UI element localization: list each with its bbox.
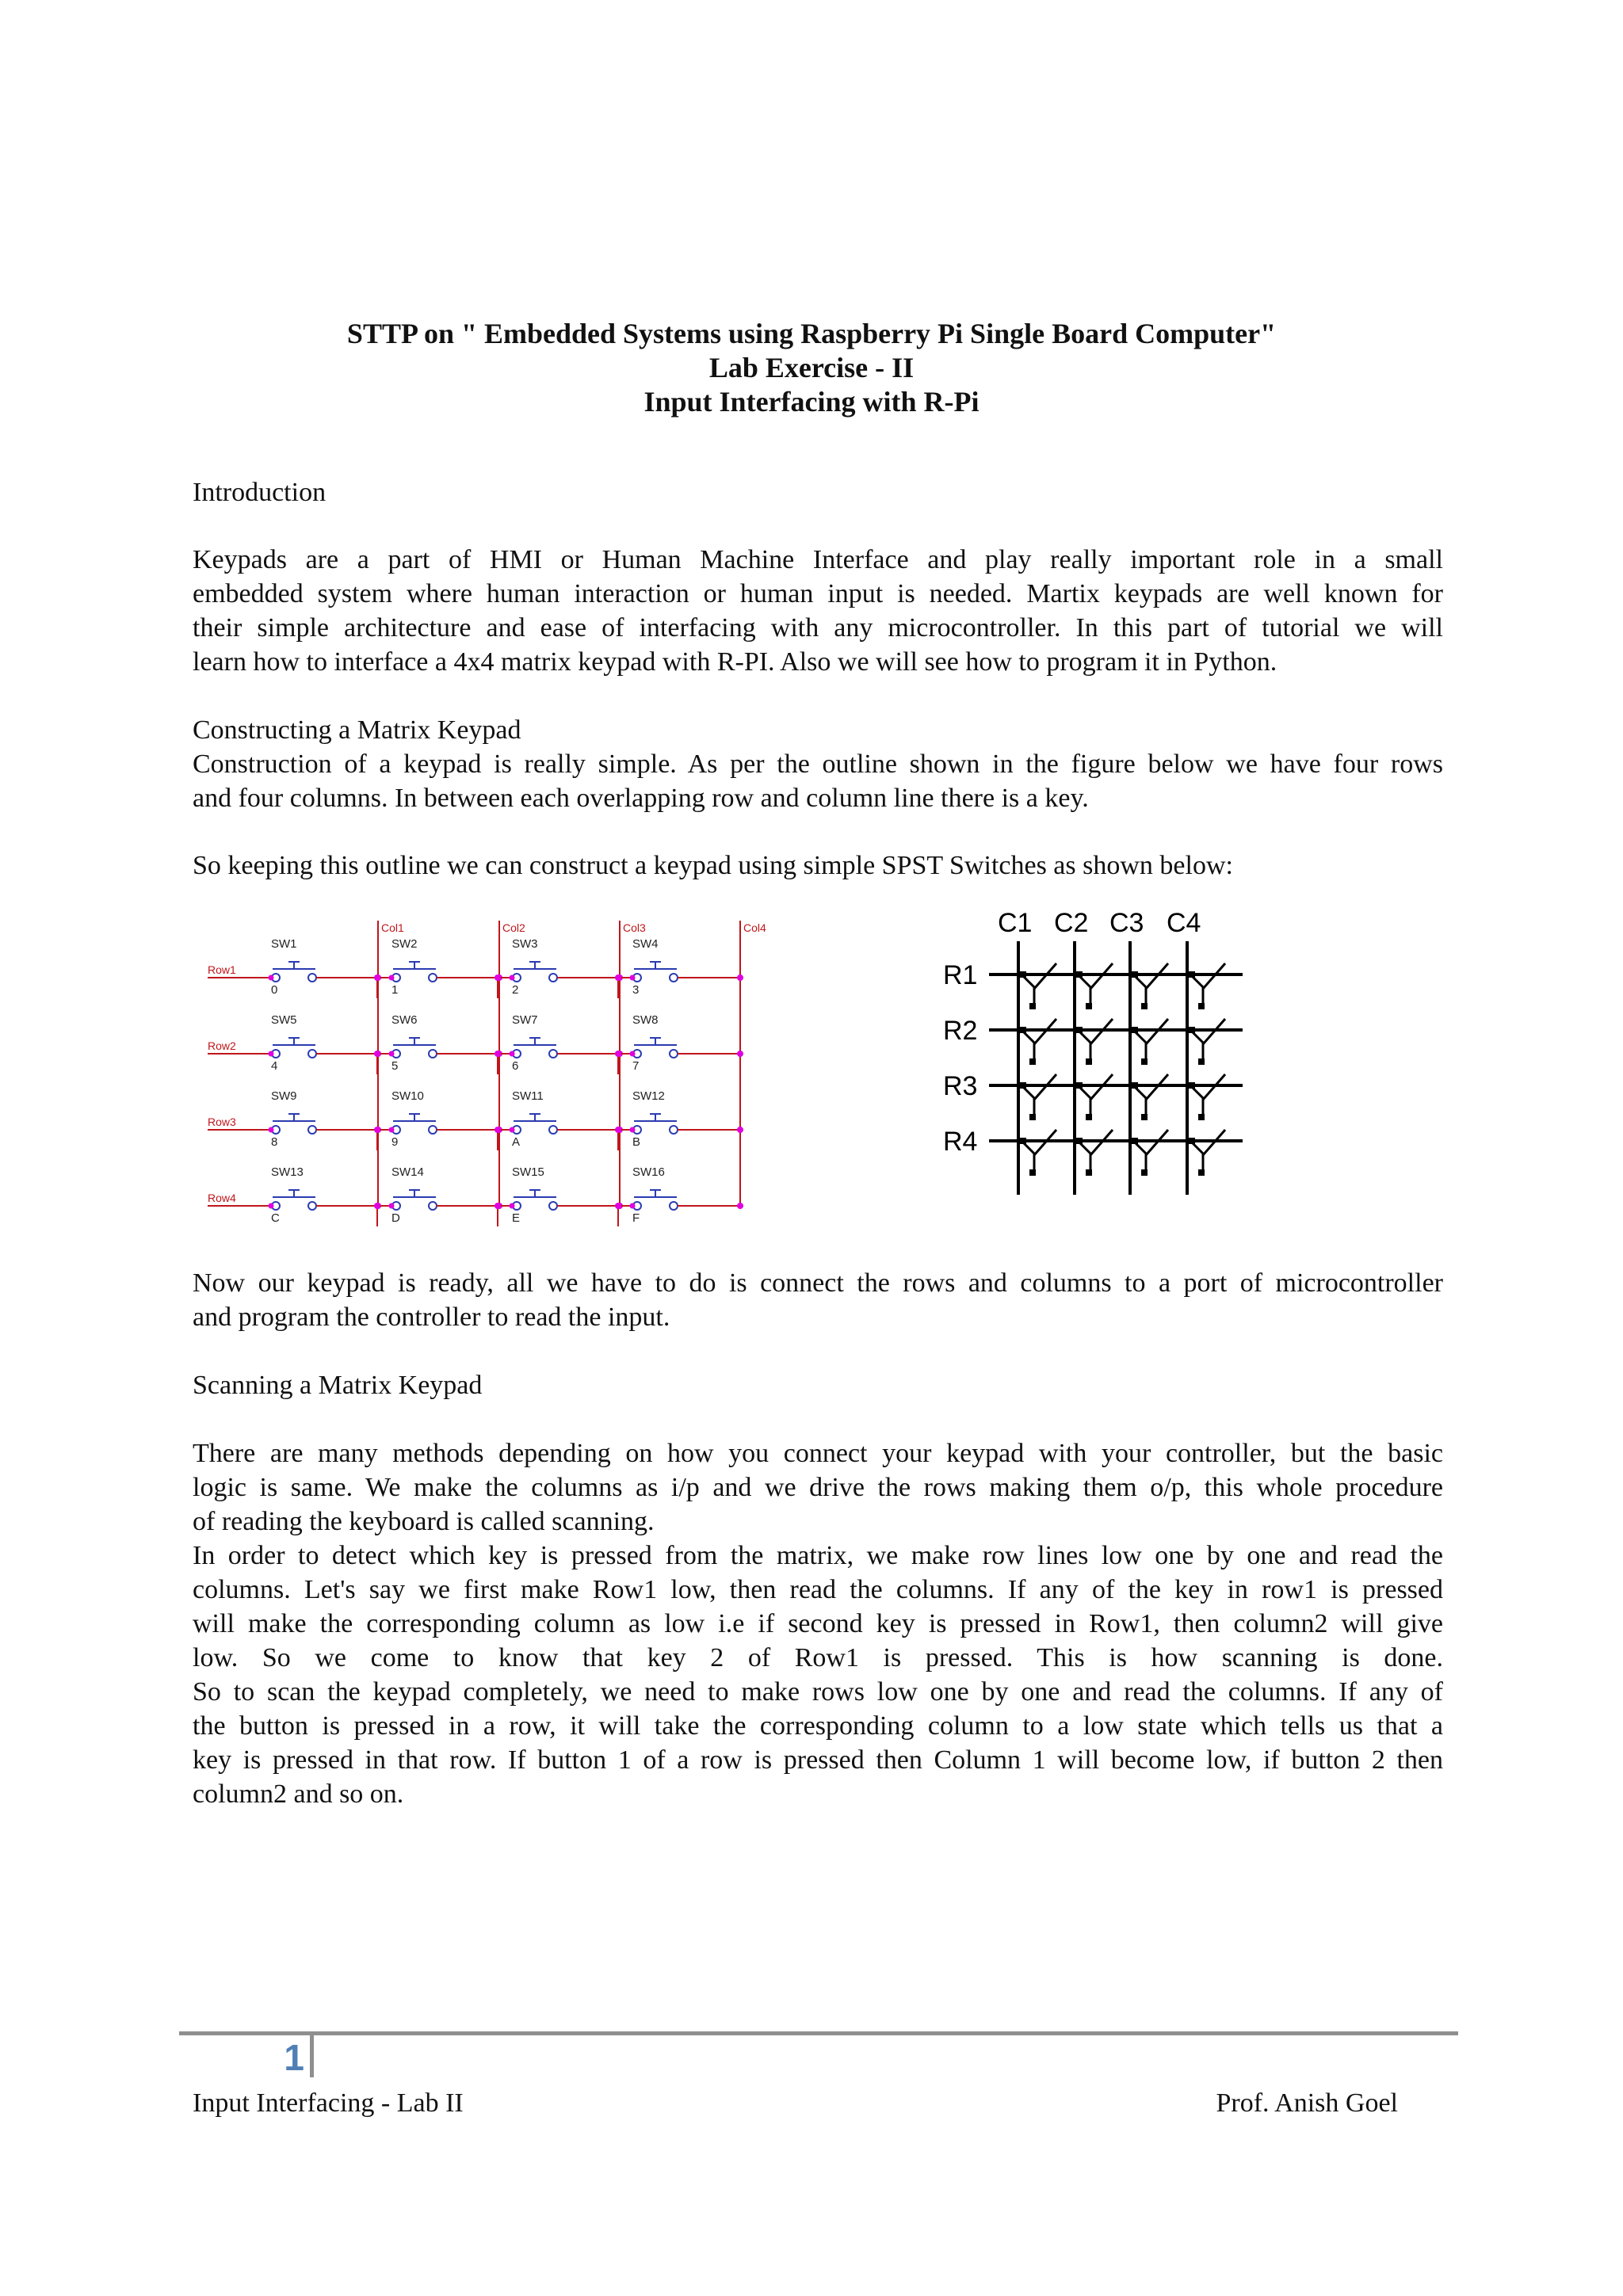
switch-label: SW11	[512, 1089, 544, 1103]
scanning-title: Scanning a Matrix Keypad	[193, 1371, 483, 1400]
junction-node	[615, 1127, 621, 1133]
text-line: will make the corresponding column as low i.e if second key is pressed in Row1, then column2 will give	[193, 1609, 1443, 1638]
key-contact-node	[1029, 1003, 1036, 1009]
key-label: 3	[632, 983, 640, 997]
key-contact-node	[1086, 1058, 1092, 1065]
key-contact-node	[1198, 1003, 1205, 1009]
outline-labels	[943, 908, 1201, 1157]
key-contact-lead	[1079, 976, 1090, 1006]
column-label: Col2	[502, 921, 525, 934]
key-contact-lead	[1192, 1087, 1203, 1117]
junction-node	[269, 1203, 274, 1209]
switch-label: SW3	[512, 937, 538, 951]
key-contact-lead	[1079, 1032, 1090, 1062]
key-label: 4	[271, 1059, 278, 1073]
junction-node	[374, 1051, 380, 1057]
switch-contact	[670, 1126, 678, 1134]
key-contact-node	[1029, 1114, 1036, 1120]
text-line: There are many methods depending on how you connect your keypad with your controller, but the basic	[193, 1439, 1443, 1468]
switch-contact	[549, 974, 557, 982]
switch-label: SW5	[271, 1013, 297, 1027]
key-label: 7	[632, 1059, 640, 1073]
introduction-title: Introduction	[193, 478, 327, 507]
text-line: low. So we come to know that key 2 of Row1 is pressed. This is how scanning is done.	[193, 1643, 1443, 1672]
switch-label: SW16	[632, 1165, 665, 1179]
document-title: STTP on " Embedded Systems using Raspberry Pi Single Board Computer"	[346, 318, 1277, 349]
junction-node	[615, 1203, 621, 1209]
text-line: So to scan the keypad completely, we need to make rows low one by one and read the columns. If any of	[193, 1677, 1443, 1707]
switch-contact	[429, 1126, 437, 1134]
switch-label: SW10	[391, 1089, 424, 1103]
junction-node	[737, 1051, 743, 1057]
text-line: logic is same. We make the columns as i/p and we drive the rows making them o/p, this whole procedure	[193, 1473, 1443, 1502]
junction-node	[374, 1203, 380, 1209]
switch-label: SW8	[632, 1013, 659, 1027]
key-label: 0	[271, 983, 278, 997]
text-line: learn how to interface a 4x4 matrix keypad with R-PI. Also we will see how to program it in Python.	[193, 647, 1277, 677]
junction-node	[630, 1203, 636, 1209]
topic-heading: Input Interfacing with R-Pi	[643, 386, 980, 418]
junction-node	[615, 1051, 621, 1057]
switch-contact	[308, 1050, 316, 1058]
text-line: columns. Let's say we first make Row1 low, then read the columns. If any of the key in row1 is pressed	[193, 1575, 1443, 1604]
junction-node	[737, 974, 743, 981]
key-label: 2	[512, 983, 519, 997]
junction-node	[510, 975, 515, 981]
junction-node	[389, 1051, 395, 1057]
row-wire	[377, 1130, 391, 1150]
column-label: Col3	[623, 921, 646, 934]
key-contact-node	[1086, 1114, 1092, 1120]
text-line: In order to detect which key is pressed from the matrix, we make row lines low one by one and read the	[193, 1541, 1443, 1570]
text-line: column2 and so on.	[193, 1779, 404, 1809]
key-label: B	[632, 1135, 641, 1149]
switch-label: SW6	[391, 1013, 418, 1027]
junction-node	[495, 1203, 501, 1209]
row-label: Row4	[208, 1192, 236, 1204]
switch-contact	[549, 1202, 557, 1210]
footer-document-name: Input Interfacing - Lab II	[193, 2088, 464, 2118]
row-label: R3	[943, 1071, 978, 1101]
junction-node	[630, 1051, 636, 1057]
lab-exercise-heading: Lab Exercise - II	[708, 352, 915, 383]
switch-label: SW1	[271, 937, 297, 951]
key-contact-node	[1029, 1058, 1036, 1065]
key-contact-lead	[1135, 1032, 1146, 1062]
spst-keypad-schematic	[208, 910, 778, 1242]
junction-node	[495, 1127, 501, 1133]
keypad-outline-diagram	[935, 902, 1252, 1203]
schematic-wiring	[208, 921, 743, 1226]
text-line: key is pressed in that row. If button 1 of a row is pressed then Column 1 will become low, if button 2 then	[193, 1745, 1443, 1775]
key-label: 1	[391, 983, 399, 997]
text-line: and four columns. In between each overlapping row and column line there is a key.	[193, 784, 1089, 813]
row-wire	[377, 1054, 391, 1074]
switch-contact	[549, 1050, 557, 1058]
column-label: C2	[1054, 908, 1089, 938]
key-contact-lead	[1023, 1087, 1034, 1117]
key-contact-lead	[1023, 976, 1034, 1006]
key-contact-lead	[1023, 1032, 1034, 1062]
junction-node	[495, 1051, 501, 1057]
row-label: Row2	[208, 1039, 236, 1052]
key-contact-node	[1141, 1058, 1148, 1065]
junction-node	[389, 1203, 395, 1209]
constructing-paragraph	[193, 747, 1443, 815]
junction-node	[269, 1127, 274, 1133]
junction-node	[510, 1203, 515, 1209]
switch-label: SW15	[512, 1165, 544, 1179]
schematic-labels	[208, 921, 766, 1225]
switch-label: SW13	[271, 1165, 304, 1179]
junction-node	[269, 1051, 274, 1057]
junction-node	[737, 1127, 743, 1133]
key-contact-node	[1198, 1114, 1205, 1120]
junction-node	[630, 975, 636, 981]
column-label: C4	[1167, 908, 1201, 938]
row-wire	[377, 978, 391, 998]
key-label: D	[391, 1211, 400, 1225]
column-label: Col4	[743, 921, 766, 934]
column-label: C1	[998, 908, 1033, 938]
key-contact-node	[1141, 1003, 1148, 1009]
switch-contact	[308, 1126, 316, 1134]
key-contact-lead	[1192, 1142, 1203, 1173]
key-label: 8	[271, 1135, 278, 1149]
introduction-paragraph	[193, 543, 1443, 679]
key-label: C	[271, 1211, 280, 1225]
key-label: 6	[512, 1059, 519, 1073]
text-line: the button is pressed in a row, it will take the corresponding column to a low state which tells us that a	[193, 1711, 1443, 1741]
switch-contact	[670, 974, 678, 982]
switch-label: SW9	[271, 1089, 297, 1103]
text-line: Now our keypad is ready, all we have to do is connect the rows and columns to a port of microcontroller	[193, 1268, 1443, 1298]
row-label: Row3	[208, 1116, 236, 1128]
junction-node	[510, 1127, 515, 1133]
junction-node	[495, 974, 501, 981]
column-label: C3	[1109, 908, 1144, 938]
text-line: their simple architecture and ease of interfacing with any microcontroller. In this part of tutorial we will	[193, 613, 1443, 643]
scanning-paragraph	[193, 1436, 1443, 1811]
key-contact-lead	[1079, 1087, 1090, 1117]
switch-label: SW7	[512, 1013, 538, 1027]
key-contact-lead	[1135, 976, 1146, 1006]
ready-paragraph	[193, 1266, 1443, 1334]
junction-node	[374, 1127, 380, 1133]
junction-node	[630, 1127, 636, 1133]
junction-node	[389, 1127, 395, 1133]
switch-contact	[549, 1126, 557, 1134]
switch-label: SW14	[391, 1165, 424, 1179]
key-contact-node	[1029, 1169, 1036, 1176]
text-line: of reading the keyboard is called scanning.	[193, 1507, 655, 1536]
key-contact-lead	[1135, 1142, 1146, 1173]
switch-contact	[429, 1202, 437, 1210]
switch-contact	[670, 1202, 678, 1210]
key-contact-node	[1198, 1169, 1205, 1176]
switch-contact	[308, 974, 316, 982]
footer-divider-tick	[310, 2033, 314, 2077]
row-label: R1	[943, 960, 978, 990]
switch-label: SW4	[632, 937, 659, 951]
key-contact-lead	[1023, 1142, 1034, 1173]
text-line: and program the controller to read the input.	[193, 1302, 670, 1332]
spst-intro-text: So keeping this outline we can construct a keypad using simple SPST Switches as shown below:	[193, 851, 1233, 880]
row-label: Row1	[208, 963, 236, 976]
junction-node	[389, 975, 395, 981]
key-contact-node	[1141, 1114, 1148, 1120]
switch-contact	[670, 1050, 678, 1058]
junction-node	[510, 1051, 515, 1057]
text-line: embedded system where human interaction or human input is needed. Martix keypads are well known for	[193, 579, 1443, 608]
key-contact-node	[1086, 1169, 1092, 1176]
constructing-title: Constructing a Matrix Keypad	[193, 715, 521, 745]
switch-label: SW2	[391, 937, 418, 951]
footer-divider	[179, 2031, 1458, 2035]
key-label: E	[512, 1211, 521, 1225]
outline-grid	[989, 941, 1243, 1195]
key-contact-lead	[1135, 1087, 1146, 1117]
junction-node	[615, 974, 621, 981]
key-contact-lead	[1192, 1032, 1203, 1062]
row-label: R2	[943, 1016, 978, 1046]
key-contact-node	[1086, 1003, 1092, 1009]
footer-author: Prof. Anish Goel	[1216, 2088, 1398, 2118]
row-wire	[377, 1206, 391, 1226]
key-contact-node	[1141, 1169, 1148, 1176]
key-label: 9	[391, 1135, 399, 1149]
switch-label: SW12	[632, 1089, 665, 1103]
key-contact-lead	[1079, 1142, 1090, 1173]
junction-node	[269, 975, 274, 981]
junction-node	[737, 1203, 743, 1209]
row-label: R4	[943, 1127, 978, 1157]
junction-node	[374, 974, 380, 981]
switch-contact	[429, 1050, 437, 1058]
key-contact-node	[1198, 1058, 1205, 1065]
page-number: 1	[284, 2037, 304, 2078]
key-label: F	[632, 1211, 640, 1225]
switch-contact	[429, 974, 437, 982]
key-label: 5	[391, 1059, 399, 1073]
column-label: Col1	[381, 921, 404, 934]
text-line: Construction of a keypad is really simple. As per the outline shown in the figure below we have four rows	[193, 749, 1443, 779]
key-label: A	[512, 1135, 521, 1149]
text-line: Keypads are a part of HMI or Human Machine Interface and play really important role in a small	[193, 545, 1443, 574]
switch-contact	[308, 1202, 316, 1210]
key-contact-lead	[1192, 976, 1203, 1006]
